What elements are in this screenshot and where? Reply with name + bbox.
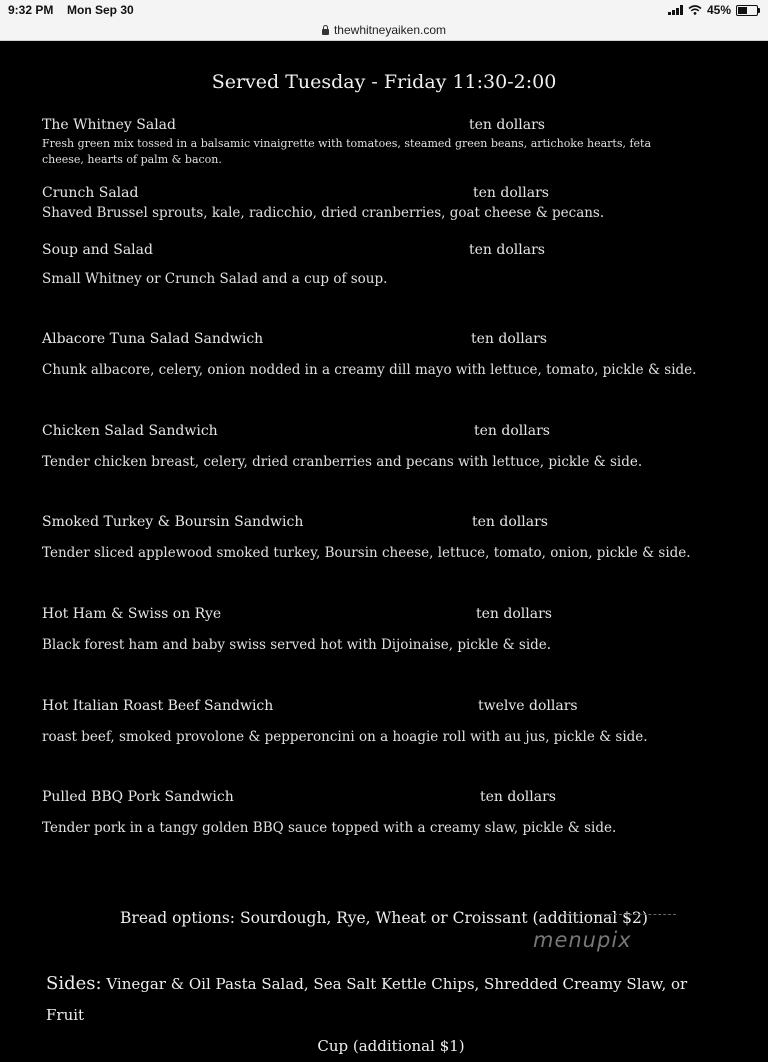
menu-item-description: Tender chicken breast, celery, dried cranberries and pecans with lettuce, pickle & side. [42, 454, 643, 470]
status-date: Mon Sep 30 [67, 3, 134, 17]
menu-item-description: Shaved Brussel sprouts, kale, radicchio, dried cranberries, goat cheese & pecans. [42, 205, 605, 221]
wifi-icon [688, 5, 702, 15]
sides-label: Sides: [46, 973, 102, 994]
menupix-watermark: menupix [533, 928, 632, 952]
address-bar[interactable] [0, 20, 768, 41]
menu-item-name: Albacore Tuna Salad Sandwich [42, 331, 264, 347]
menu-item-description: Small Whitney or Crunch Salad and a cup of soup. [42, 271, 388, 287]
menu-item-name: Smoked Turkey & Boursin Sandwich [42, 514, 304, 530]
menu-item-description: Tender pork in a tangy golden BBQ sauce topped with a creamy slaw, pickle & side. [42, 820, 617, 836]
menu-item-name: Chicken Salad Sandwich [42, 423, 218, 439]
menu-item-name: The Whitney Salad [42, 117, 176, 133]
menu-item-price: ten dollars [480, 789, 556, 805]
menu-item-description: Chunk albacore, celery, onion nodded in a creamy dill mayo with lettuce, tomato, pickle & side. [42, 362, 697, 378]
menu-item-price: ten dollars [472, 514, 548, 530]
menu-item-name: Hot Italian Roast Beef Sandwich [42, 698, 274, 714]
menu-item-description: roast beef, smoked provolone & pepperoncini on a hoagie roll with au jus, pickle & side. [42, 729, 648, 745]
menu-item-description: Black forest ham and baby swiss served hot with Dijoinaise, pickle & side. [42, 637, 552, 653]
menu-item-price: ten dollars [473, 185, 549, 201]
menu-item-price: ten dollars [469, 242, 545, 258]
menu-item-price: ten dollars [471, 331, 547, 347]
signal-icon [668, 5, 683, 15]
status-bar [0, 0, 768, 20]
menu-item-price: ten dollars [476, 606, 552, 622]
menu-item-name: Pulled BBQ Pork Sandwich [42, 789, 234, 805]
sides-line-1: Vinegar & Oil Pasta Salad, Sea Salt Kettle Chips, Shredded Creamy Slaw, or Fruit [46, 975, 688, 1024]
menu-item-name: Soup and Salad [42, 242, 153, 258]
sides-section [46, 968, 696, 1062]
url-text[interactable]: thewhitneyaiken.com [333, 23, 447, 37]
menu-item-name: Hot Ham & Swiss on Rye [42, 606, 222, 622]
menu-item-price: twelve dollars [478, 698, 578, 714]
menu-item-price: ten dollars [474, 423, 550, 439]
status-indicators [668, 3, 758, 17]
menu-heading: Served Tuesday - Friday 11:30-2:00 [211, 71, 557, 93]
battery-icon [736, 5, 758, 16]
lock-icon [322, 29, 329, 35]
sides-line-2: Cup (additional $1) [317, 1037, 465, 1055]
watermark-rule [560, 914, 676, 915]
menu-item-price: ten dollars [469, 117, 545, 133]
battery-percent: 45% [706, 3, 731, 17]
menu-item-name: Crunch Salad [42, 185, 139, 201]
menu-item-description: Tender sliced applewood smoked turkey, Boursin cheese, lettuce, tomato, onion, pickle & side. [42, 545, 691, 561]
status-time: 9:32 PM [8, 3, 54, 17]
bread-options: Bread options: Sourdough, Rye, Wheat or Croissant (additional $2) [120, 909, 648, 927]
menu-item-description: Fresh green mix tossed in a balsamic vinaigrette with tomatoes, steamed green beans, artichoke hearts, feta cheese, hearts of palm & bacon. [42, 137, 652, 166]
